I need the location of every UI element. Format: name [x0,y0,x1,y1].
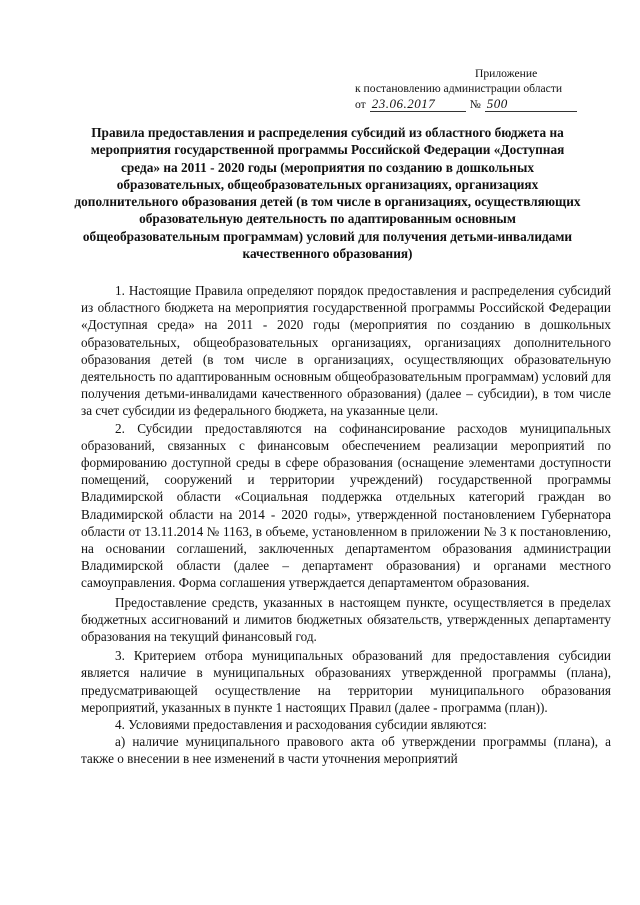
date-number-line [355,96,615,112]
document-body [81,282,611,768]
paragraph-1: 1. Настоящие Правила определяют порядок предоставления и распределения субсидий из областного бюджета на мероприятия государственной программы Российской Федерации «Доступная среда» на 2011 - 2020 годы (мероприятия по созданию в дошкольных образовательных, общеобразовательных организациях, организациях дополнительного образования детей (в том числе в организациях, осуществляющих образовательную деятельность по адаптированным основным общеобразовательным программам) условий для получения детьми-инвалидами качественного образования) (далее – субсидии), в том числе за счет субсидии из федерального бюджета, на указанные цели. [81,283,611,419]
resolution-number: 500 [485,96,577,112]
paragraph-4a: а) наличие муниципального правового акта об утверждении программы (плана), а также о внесении в нее изменений в части уточнения мероприятий [81,734,611,767]
resolution-reference: к постановлению администрации области [355,82,563,95]
number-prefix: № [469,98,481,111]
appendix-header [355,66,615,112]
date-prefix: от [355,98,366,111]
paragraph-2: 2. Субсидии предоставляются на софинансирование расходов муниципальных образований, связанных с финансовым обеспечением реализации мероприятий по формированию доступной среды в сфере образования (оснащение элементами доступности помещений, сооружений и территории учреждений) государственной программы Владимирской области «Социальная поддержка отдельных категорий граждан во Владимирской области на 2014 - 2020 годы», утвержденной постановлением Губернатора области от 13.11.2014 № 1163, в объеме, установленном в приложении № 3 к постановлению, на основании соглашений, заключенных департаментом образования администрации Владимирской области (далее – департамент образования) и органами местного самоуправления. Форма соглашения утверждается департаментом образования. [81,420,611,591]
paragraph-3: 3. Критерием отбора муниципальных образований для предоставления субсидии является наличие в муниципальных образованиях утвержденной программы (плана), предусматривающей осуществление на территории муниципального образования мероприятий, указанных в пункте 1 настоящих Правил (далее - программа (план)). [81,648,611,715]
paragraph-2-funding: Предоставление средств, указанных в настоящем пункте, осуществляется в пределах бюджетных ассигнований и лимитов бюджетных обязательств, утвержденных департаменту образования на текущий финансовый год. [81,594,611,645]
appendix-label: Приложение [475,67,538,80]
resolution-date: 23.06.2017 [370,96,466,112]
document-title: Правила предоставления и распределения субсидий из областного бюджета на мероприятия государственной программы Российской Федерации «Доступная среда» на 2011 - 2020 годы (мероприятия по созданию в дошкольных образовательных, общеобразовательных организациях, организациях дополнительного образования детей (в том числе в организациях, осуществляющих образовательную деятельность по адаптированным основным общеобразовательным программам) условий для получения детьми-инвалидами качественного образования) [74,125,581,262]
paragraph-4: 4. Условиями предоставления и расходования субсидии являются: [115,717,487,733]
